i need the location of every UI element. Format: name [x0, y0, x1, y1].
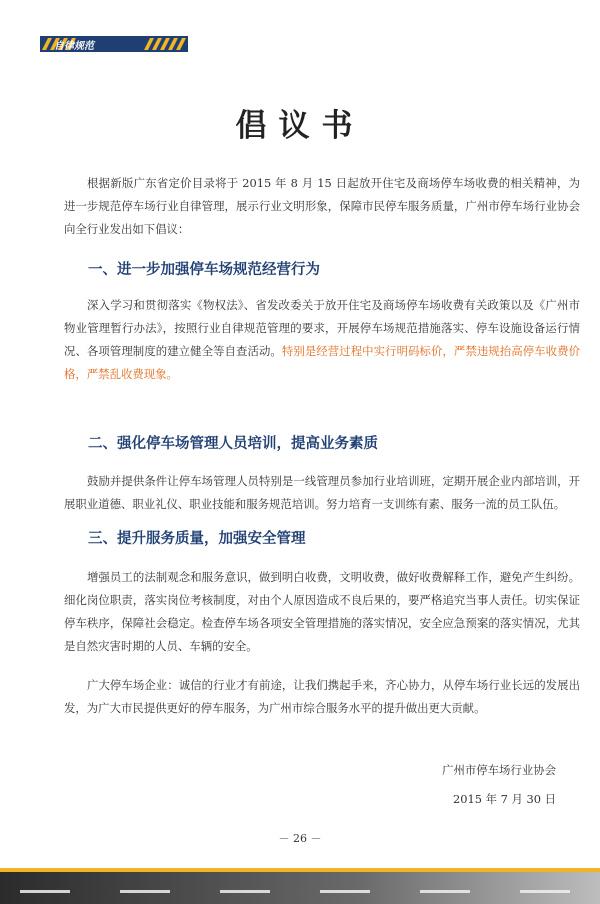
- section-1-heading: 一、进一步加强停车场规范经营行为: [88, 262, 320, 278]
- signature-organization: 广州市停车场行业协会: [442, 763, 556, 777]
- section-1-paragraph: [64, 294, 580, 386]
- section-1-body: 深入学习和贯彻落实《物权法》、省发改委关于放开住宅及商场停车场收费有关政策以及《广州市物业管理暂行办法》，按照行业自律规范管理的要求，开展停车场规范措施落实、停车设施设备运行情况、各项管理制度的建立健全等自查活动。: [64, 298, 580, 358]
- section-2-paragraph: 鼓励并提供条件让停车场管理人员特别是一线管理员参加行业培训班，定期开展企业内部培训，开展职业道德、职业礼仪、职业技能和服务规范培训。努力培育一支训练有素、服务一流的员工队伍。: [64, 474, 580, 511]
- section-3-heading: 三、提升服务质量，加强安全管理: [88, 531, 306, 547]
- header-badge-label: 自律规范: [54, 41, 94, 52]
- signature-date: 2015 年 7 月 30 日: [452, 792, 556, 806]
- section-1-highlight: 特别是经营过程中实行明码标价，严禁违规抬高停车收费价格，严禁乱收费现象。: [64, 344, 580, 381]
- closing-paragraph: 广大停车场企业：诚信的行业才有前途，让我们携起手来，齐心协力，从停车场行业长远的发展出发，为广大市民提供更好的停车服务，为广州市综合服务水平的提升做出更大贡献。: [64, 678, 580, 715]
- page-title: 倡议书: [235, 108, 365, 144]
- page-number: － 26 －: [278, 832, 322, 845]
- section-2-heading: 二、强化停车场管理人员培训，提高业务素质: [88, 436, 378, 452]
- section-3-paragraph: 增强员工的法制观念和服务意识，做到明白收费，文明收费，做好收费解释工作，避免产生纠纷。细化岗位职责，落实岗位考核制度，对由个人原因造成不良后果的，要严格追究当事人责任。切实保证停车秩序，保障社会稳定。检查停车场各项安全管理措施的落实情况，安全应急预案的落实情况，尤其是自然灾害时期的人员、车辆的安全。: [64, 570, 580, 653]
- footer-road-graphic: [0, 868, 600, 904]
- intro-paragraph: 根据新版广东省定价目录将于 2015 年 8 月 15 日起放开住宅及商场停车场收费的相关精神，为进一步规范停车场行业自律管理，展示行业文明形象，保障市民停车服务质量，广州市停车场行业协会向全行业发出如下倡议：: [64, 176, 580, 236]
